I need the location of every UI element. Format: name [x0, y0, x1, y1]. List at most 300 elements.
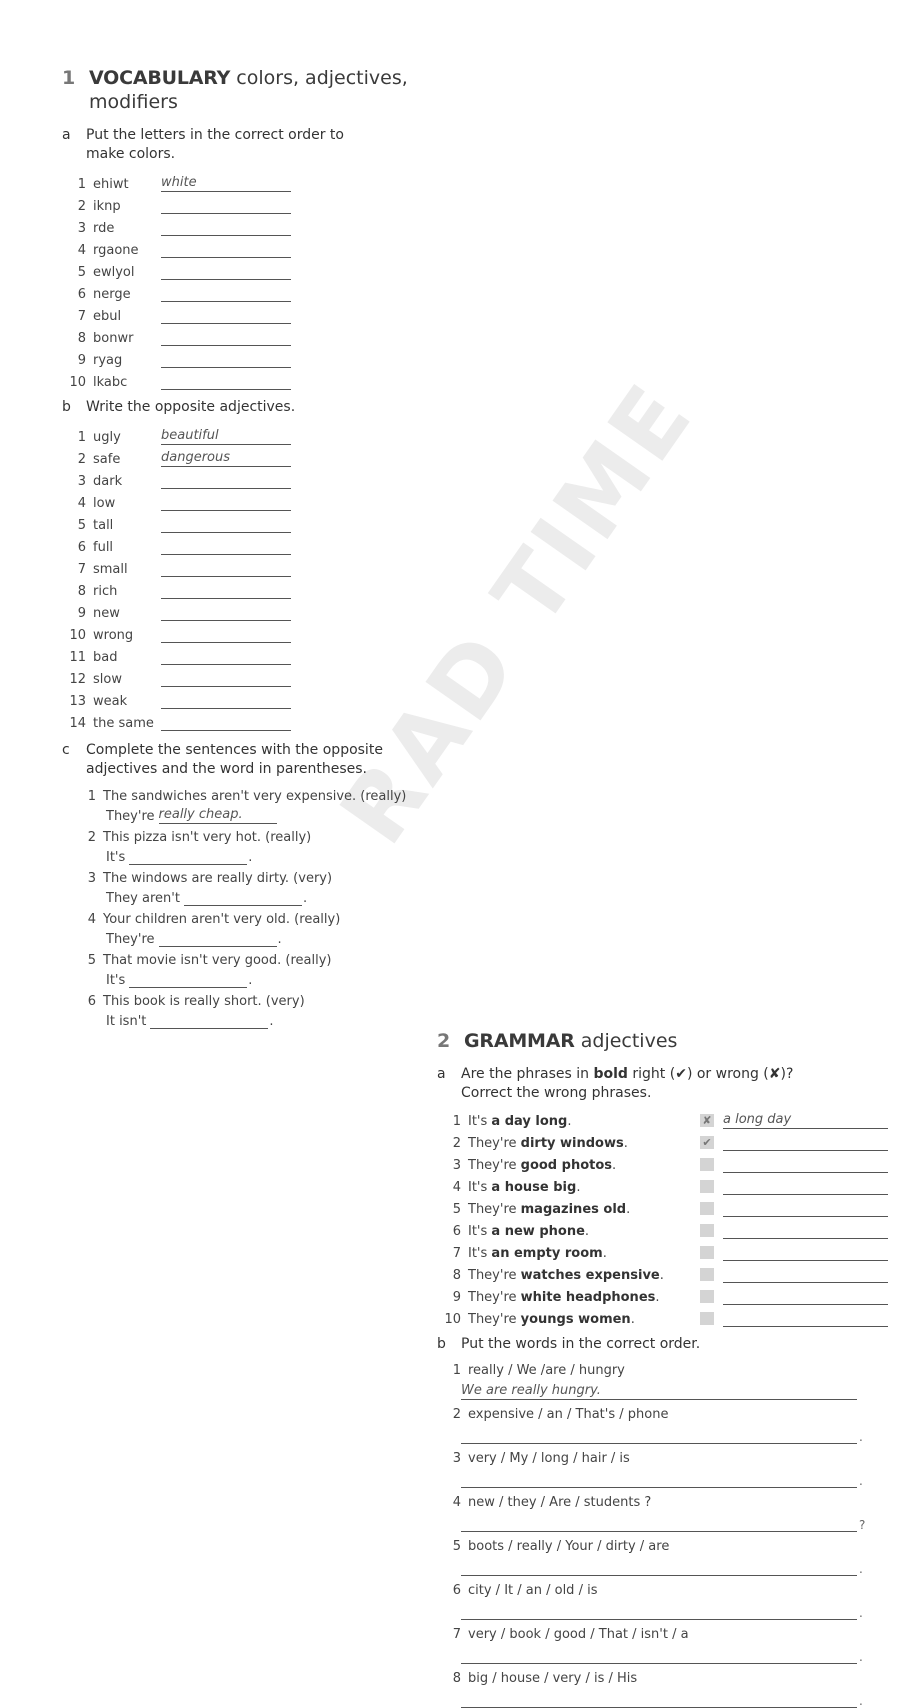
item-number: 6	[77, 287, 86, 302]
item-number: 4	[452, 1495, 461, 1510]
sentence-row	[86, 824, 422, 845]
section-subtitle: adjectives	[580, 1030, 678, 1052]
exercise-instruction: Write the opposite adjectives.	[86, 399, 296, 415]
exercise-a-heading	[437, 1065, 882, 1103]
phrase-bold: a new phone	[491, 1224, 585, 1239]
item-number: 7	[77, 309, 86, 324]
item-number: 5	[452, 1539, 461, 1554]
phrase-text	[468, 1312, 700, 1327]
answer-blank[interactable]	[129, 849, 247, 865]
item-word: tall	[93, 518, 114, 533]
answer-blank[interactable]	[461, 1472, 857, 1488]
answer-row	[86, 804, 422, 824]
item-number: 8	[452, 1268, 461, 1283]
exercise-letter: a	[62, 127, 71, 143]
list-item	[441, 1107, 882, 1129]
answer-blank[interactable]: dangerous	[161, 451, 291, 467]
section-heading	[62, 66, 422, 114]
answer-blank[interactable]	[161, 352, 291, 368]
answer-blank[interactable]	[129, 972, 247, 988]
list-item	[62, 214, 422, 236]
exercise-letter: b	[62, 399, 71, 415]
answer-blank[interactable]	[723, 1135, 888, 1151]
item-number: 12	[69, 672, 86, 687]
answer-blank[interactable]	[161, 286, 291, 302]
answer-blank[interactable]	[161, 264, 291, 280]
exercise-c-list	[86, 783, 422, 1029]
phrase-pre: They're	[468, 1268, 521, 1283]
end-punctuation: .	[859, 1694, 863, 1708]
answer-blank[interactable]	[723, 1223, 888, 1239]
sentence-text: That movie isn't very good. (really)	[103, 953, 332, 968]
list-item	[441, 1444, 882, 1488]
phrase-pre: They're	[468, 1136, 521, 1151]
item-number: 1	[452, 1114, 461, 1129]
phrase-pre: They're	[468, 1158, 521, 1173]
item-word: iknp	[93, 199, 121, 214]
answer-row	[86, 968, 422, 988]
list-item	[441, 1488, 882, 1532]
phrase-post: .	[626, 1202, 631, 1217]
phrase-text	[468, 1202, 700, 1217]
answer-row	[441, 1378, 882, 1400]
list-item	[62, 511, 422, 533]
end-punctuation: .	[859, 1474, 863, 1488]
item-word: wrong	[93, 628, 134, 643]
item-number: 5	[452, 1202, 461, 1217]
phrase-post: .	[612, 1158, 617, 1173]
words-row	[441, 1620, 882, 1642]
list-item	[62, 280, 422, 302]
item-number: 6	[452, 1224, 461, 1239]
phrase-post: .	[584, 1224, 590, 1239]
phrase-text	[468, 1224, 700, 1239]
list-item	[62, 555, 422, 577]
answer-prefix: It isn't	[106, 1014, 147, 1029]
list-item	[62, 192, 422, 214]
scrambled-words: new / they / Are / students ?	[468, 1495, 652, 1510]
answer-blank[interactable]	[161, 539, 291, 555]
item-number: 3	[87, 871, 96, 886]
item-number: 5	[77, 518, 86, 533]
phrase-pre: It's	[468, 1246, 492, 1261]
cross-icon[interactable]: ✘	[700, 1114, 714, 1127]
list-item	[441, 1576, 882, 1620]
list-item	[441, 1283, 882, 1305]
scrambled-words: very / book / good / That / isn't / a	[468, 1627, 689, 1642]
answer-row	[86, 886, 422, 906]
answer-blank[interactable]	[461, 1692, 857, 1708]
answer-blank[interactable]	[161, 495, 291, 511]
answer-blank[interactable]	[461, 1428, 857, 1444]
list-item	[62, 368, 422, 390]
item-number: 4	[77, 496, 86, 511]
list-item	[62, 665, 422, 687]
list-item	[62, 302, 422, 324]
phrase-bold: good photos	[520, 1158, 613, 1173]
list-item	[441, 1151, 882, 1173]
item-number: 8	[77, 584, 86, 599]
words-row	[441, 1356, 882, 1378]
sentence-row	[86, 947, 422, 968]
list-item	[62, 489, 422, 511]
item-number: 13	[69, 694, 86, 709]
list-item	[441, 1356, 882, 1400]
list-item	[62, 324, 422, 346]
words-row	[441, 1444, 882, 1466]
item-number: 2	[452, 1136, 461, 1151]
list-item	[441, 1664, 882, 1708]
answer-blank[interactable]	[161, 242, 291, 258]
item-number: 10	[69, 628, 86, 643]
item-number: 5	[77, 265, 86, 280]
answer-blank[interactable]: white	[161, 176, 291, 192]
answer-blank[interactable]	[161, 605, 291, 621]
list-item	[62, 599, 422, 621]
section-title-bold: GRAMMAR	[464, 1030, 575, 1052]
item-word: ebul	[93, 309, 122, 324]
answer-checkbox[interactable]	[700, 1180, 714, 1193]
phrase-bold: a house big	[491, 1180, 577, 1195]
instruction-part: right (✔) or wrong (✘)? Correct the wrong phrases.	[461, 1066, 794, 1101]
item-number: 6	[77, 540, 86, 555]
answer-prefix: They're	[106, 809, 155, 824]
phrase-post: .	[623, 1136, 628, 1151]
item-number: 2	[452, 1407, 461, 1422]
phrase-text	[468, 1114, 700, 1129]
section-heading	[437, 1029, 882, 1053]
sentence-row	[86, 906, 422, 927]
list-item	[62, 643, 422, 665]
item-number: 7	[77, 562, 86, 577]
section-title-bold: VOCABULARY	[89, 67, 231, 89]
phrase-post: .	[655, 1290, 660, 1305]
item-word: ryag	[93, 353, 123, 368]
item-word: ewlyol	[93, 265, 135, 280]
instruction-bold: bold	[593, 1066, 628, 1082]
answer-row	[441, 1466, 882, 1488]
exercise-a-list	[62, 170, 422, 390]
answer-blank[interactable]	[161, 220, 291, 236]
item-word: bonwr	[93, 331, 134, 346]
section-vocabulary	[62, 66, 422, 1029]
exercise-b-list	[62, 423, 422, 731]
end-punctuation: ?	[859, 1518, 866, 1532]
period: .	[248, 973, 253, 988]
answer-checkbox[interactable]	[700, 1290, 714, 1303]
answer-blank[interactable]	[161, 374, 291, 390]
scrambled-words: really / We /are / hungry	[468, 1363, 625, 1378]
period: .	[269, 1014, 274, 1029]
item-number: 3	[77, 474, 86, 489]
item-word: dark	[93, 474, 123, 489]
answer-row	[86, 927, 422, 947]
phrase-bold: a day long	[491, 1114, 568, 1129]
list-item	[441, 1173, 882, 1195]
answer-checkbox[interactable]	[700, 1158, 714, 1171]
answer-blank[interactable]	[161, 330, 291, 346]
list-item	[62, 423, 422, 445]
list-item	[62, 467, 422, 489]
exercise-letter: b	[437, 1336, 446, 1352]
answer-blank[interactable]	[461, 1516, 857, 1532]
item-number: 3	[77, 221, 86, 236]
item-number: 1	[87, 789, 96, 804]
phrase-bold: an empty room	[491, 1246, 603, 1261]
exercise-instruction: Put the words in the correct order.	[461, 1336, 701, 1352]
exercise-b-heading	[62, 398, 422, 417]
item-word: the same	[93, 716, 154, 731]
answer-prefix: It's	[106, 973, 126, 988]
answer-checkbox[interactable]	[700, 1202, 714, 1215]
item-number: 4	[452, 1180, 461, 1195]
answer-blank[interactable]	[161, 308, 291, 324]
words-row	[441, 1576, 882, 1598]
scrambled-words: big / house / very / is / His	[468, 1671, 638, 1686]
section-grammar	[437, 1029, 882, 1708]
answer-blank[interactable]	[161, 627, 291, 643]
phrase-post: .	[659, 1268, 664, 1283]
answer-blank[interactable]	[161, 715, 291, 731]
item-number: 4	[77, 243, 86, 258]
period: .	[302, 891, 308, 906]
answer-blank[interactable]	[723, 1157, 888, 1173]
item-number: 1	[77, 430, 86, 445]
answer-blank[interactable]	[461, 1648, 857, 1664]
item-word: small	[93, 562, 128, 577]
exercise-instruction	[461, 1065, 831, 1103]
list-item	[441, 1400, 882, 1444]
words-row	[441, 1488, 882, 1510]
exercise-b-heading	[437, 1335, 882, 1354]
section-number: 2	[437, 1030, 451, 1052]
list-item	[441, 1532, 882, 1576]
item-number: 9	[77, 606, 86, 621]
phrase-bold: white headphones	[520, 1290, 656, 1305]
answer-blank[interactable]: We are really hungry.	[461, 1384, 857, 1400]
exercise-letter: a	[437, 1066, 446, 1082]
list-item	[441, 1620, 882, 1664]
item-word: new	[93, 606, 120, 621]
item-number: 9	[77, 353, 86, 368]
item-number: 5	[87, 953, 96, 968]
section-title	[464, 1029, 677, 1053]
answer-blank[interactable]	[723, 1311, 888, 1327]
item-number: 9	[452, 1290, 461, 1305]
scrambled-words: city / It / an / old / is	[468, 1583, 598, 1598]
sentence-row	[86, 783, 422, 804]
answer-blank[interactable]	[150, 1013, 268, 1029]
exercise-instruction: Complete the sentences with the opposite adjectives and the word in parentheses.	[86, 742, 383, 777]
list-item	[62, 346, 422, 368]
item-word: ehiwt	[93, 177, 129, 192]
answer-blank[interactable]	[161, 583, 291, 599]
item-word: low	[93, 496, 116, 511]
item-number: 6	[87, 994, 96, 1009]
answer-blank[interactable]	[184, 890, 302, 906]
item-number: 7	[452, 1627, 461, 1642]
exercise-a-heading	[62, 126, 422, 164]
item-number: 6	[452, 1583, 461, 1598]
phrase-text	[468, 1268, 700, 1283]
sentence-row	[86, 988, 422, 1009]
end-punctuation: .	[859, 1562, 863, 1576]
answer-blank[interactable]	[161, 671, 291, 687]
sentence-text: The sandwiches aren't very expensive. (really)	[103, 789, 407, 804]
phrase-pre: They're	[468, 1312, 521, 1327]
answer-row	[86, 845, 422, 865]
exercise-a-list	[437, 1107, 882, 1327]
scrambled-words: boots / really / Your / dirty / are	[468, 1539, 670, 1554]
list-item	[441, 1129, 882, 1151]
answer-row	[86, 1009, 422, 1029]
words-row	[441, 1532, 882, 1554]
answer-checkbox[interactable]	[700, 1224, 714, 1237]
answer-blank[interactable]: really cheap.	[159, 808, 277, 824]
item-number: 2	[77, 452, 86, 467]
item-number: 10	[69, 375, 86, 390]
list-item	[62, 445, 422, 467]
phrase-text	[468, 1180, 700, 1195]
phrase-bold: watches expensive	[520, 1268, 660, 1283]
answer-row	[441, 1510, 882, 1532]
exercise-instruction: Put the letters in the correct order to make colors.	[86, 127, 344, 162]
list-item	[62, 621, 422, 643]
answer-blank[interactable]: a long day	[723, 1113, 888, 1129]
item-word: bad	[93, 650, 118, 665]
section-number: 1	[62, 67, 76, 89]
list-item	[441, 1239, 882, 1261]
list-item	[62, 170, 422, 192]
list-item	[441, 1217, 882, 1239]
item-word: rgaone	[93, 243, 139, 258]
sentence-text: This book is really short. (very)	[103, 994, 305, 1009]
instruction-part: Are the phrases in	[461, 1066, 594, 1082]
item-number: 1	[77, 177, 86, 192]
answer-blank[interactable]	[461, 1604, 857, 1620]
answer-row	[441, 1554, 882, 1576]
answer-blank[interactable]	[723, 1267, 888, 1283]
exercise-c-heading	[62, 741, 422, 779]
item-number: 3	[452, 1451, 461, 1466]
phrase-bold: youngs women	[520, 1312, 631, 1327]
item-number: 4	[87, 912, 96, 927]
answer-checkbox[interactable]	[700, 1246, 714, 1259]
answer-blank[interactable]	[723, 1245, 888, 1261]
list-item	[62, 687, 422, 709]
exercise-b-list	[437, 1356, 882, 1708]
phrase-text	[468, 1158, 700, 1173]
answer-blank[interactable]	[161, 473, 291, 489]
answer-blank[interactable]	[723, 1201, 888, 1217]
list-item	[62, 258, 422, 280]
answer-checkbox[interactable]	[700, 1312, 714, 1325]
period: .	[248, 850, 253, 865]
words-row	[441, 1400, 882, 1422]
end-punctuation: .	[859, 1606, 863, 1620]
item-word: lkabc	[93, 375, 128, 390]
sentence-text: Your children aren't very old. (really)	[103, 912, 341, 927]
phrase-post: .	[576, 1180, 581, 1195]
sentence-row	[86, 865, 422, 886]
list-item	[62, 533, 422, 555]
answer-blank[interactable]	[723, 1289, 888, 1305]
item-word: slow	[93, 672, 122, 687]
answer-row	[441, 1598, 882, 1620]
answer-blank[interactable]	[461, 1560, 857, 1576]
item-number: 11	[69, 650, 86, 665]
answer-blank[interactable]	[161, 517, 291, 533]
list-item	[62, 709, 422, 731]
check-icon[interactable]: ✔	[700, 1136, 714, 1149]
list-item	[62, 577, 422, 599]
phrase-post: .	[602, 1246, 607, 1261]
phrase-pre: It's	[468, 1114, 492, 1129]
exercise-letter: c	[62, 742, 70, 758]
item-number: 2	[77, 199, 86, 214]
answer-prefix: It's	[106, 850, 126, 865]
answer-blank[interactable]	[161, 693, 291, 709]
answer-row	[441, 1642, 882, 1664]
answer-blank[interactable]	[161, 649, 291, 665]
item-number: 2	[87, 830, 96, 845]
item-word: rde	[93, 221, 115, 236]
end-punctuation: .	[859, 1430, 863, 1444]
answer-blank[interactable]: beautiful	[161, 429, 291, 445]
answer-prefix: They're	[106, 932, 155, 947]
phrase-post: .	[567, 1114, 572, 1129]
phrase-text	[468, 1136, 700, 1151]
phrase-text	[468, 1246, 700, 1261]
list-item	[441, 1195, 882, 1217]
words-row	[441, 1664, 882, 1686]
phrase-post: .	[630, 1312, 635, 1327]
list-item	[441, 1261, 882, 1283]
answer-prefix: They aren't	[106, 891, 180, 906]
scrambled-words: very / My / long / hair / is	[468, 1451, 630, 1466]
item-word: weak	[93, 694, 128, 709]
answer-blank[interactable]	[159, 931, 277, 947]
watermark: RAD TIME	[319, 364, 714, 863]
item-number: 3	[452, 1158, 461, 1173]
item-number: 14	[69, 716, 86, 731]
answer-row	[441, 1686, 882, 1708]
scrambled-words: expensive / an / That's / phone	[468, 1407, 669, 1422]
item-number: 8	[77, 331, 86, 346]
answer-blank[interactable]	[161, 198, 291, 214]
answer-blank[interactable]	[161, 561, 291, 577]
phrase-bold: magazines old	[520, 1202, 627, 1217]
section-title	[89, 66, 422, 114]
sentence-text: The windows are really dirty. (very)	[103, 871, 333, 886]
item-number: 1	[452, 1363, 461, 1378]
item-word: full	[93, 540, 114, 555]
item-number: 7	[452, 1246, 461, 1261]
period: .	[277, 932, 282, 947]
item-word: rich	[93, 584, 118, 599]
answer-row	[441, 1422, 882, 1444]
item-number: 10	[444, 1312, 461, 1327]
end-punctuation: .	[859, 1650, 863, 1664]
phrase-pre: They're	[468, 1202, 521, 1217]
answer-blank[interactable]	[723, 1179, 888, 1195]
phrase-bold: dirty windows	[520, 1136, 624, 1151]
answer-checkbox[interactable]	[700, 1268, 714, 1281]
item-word: nerge	[93, 287, 131, 302]
list-item	[441, 1305, 882, 1327]
item-word: ugly	[93, 430, 121, 445]
phrase-text	[468, 1290, 700, 1305]
